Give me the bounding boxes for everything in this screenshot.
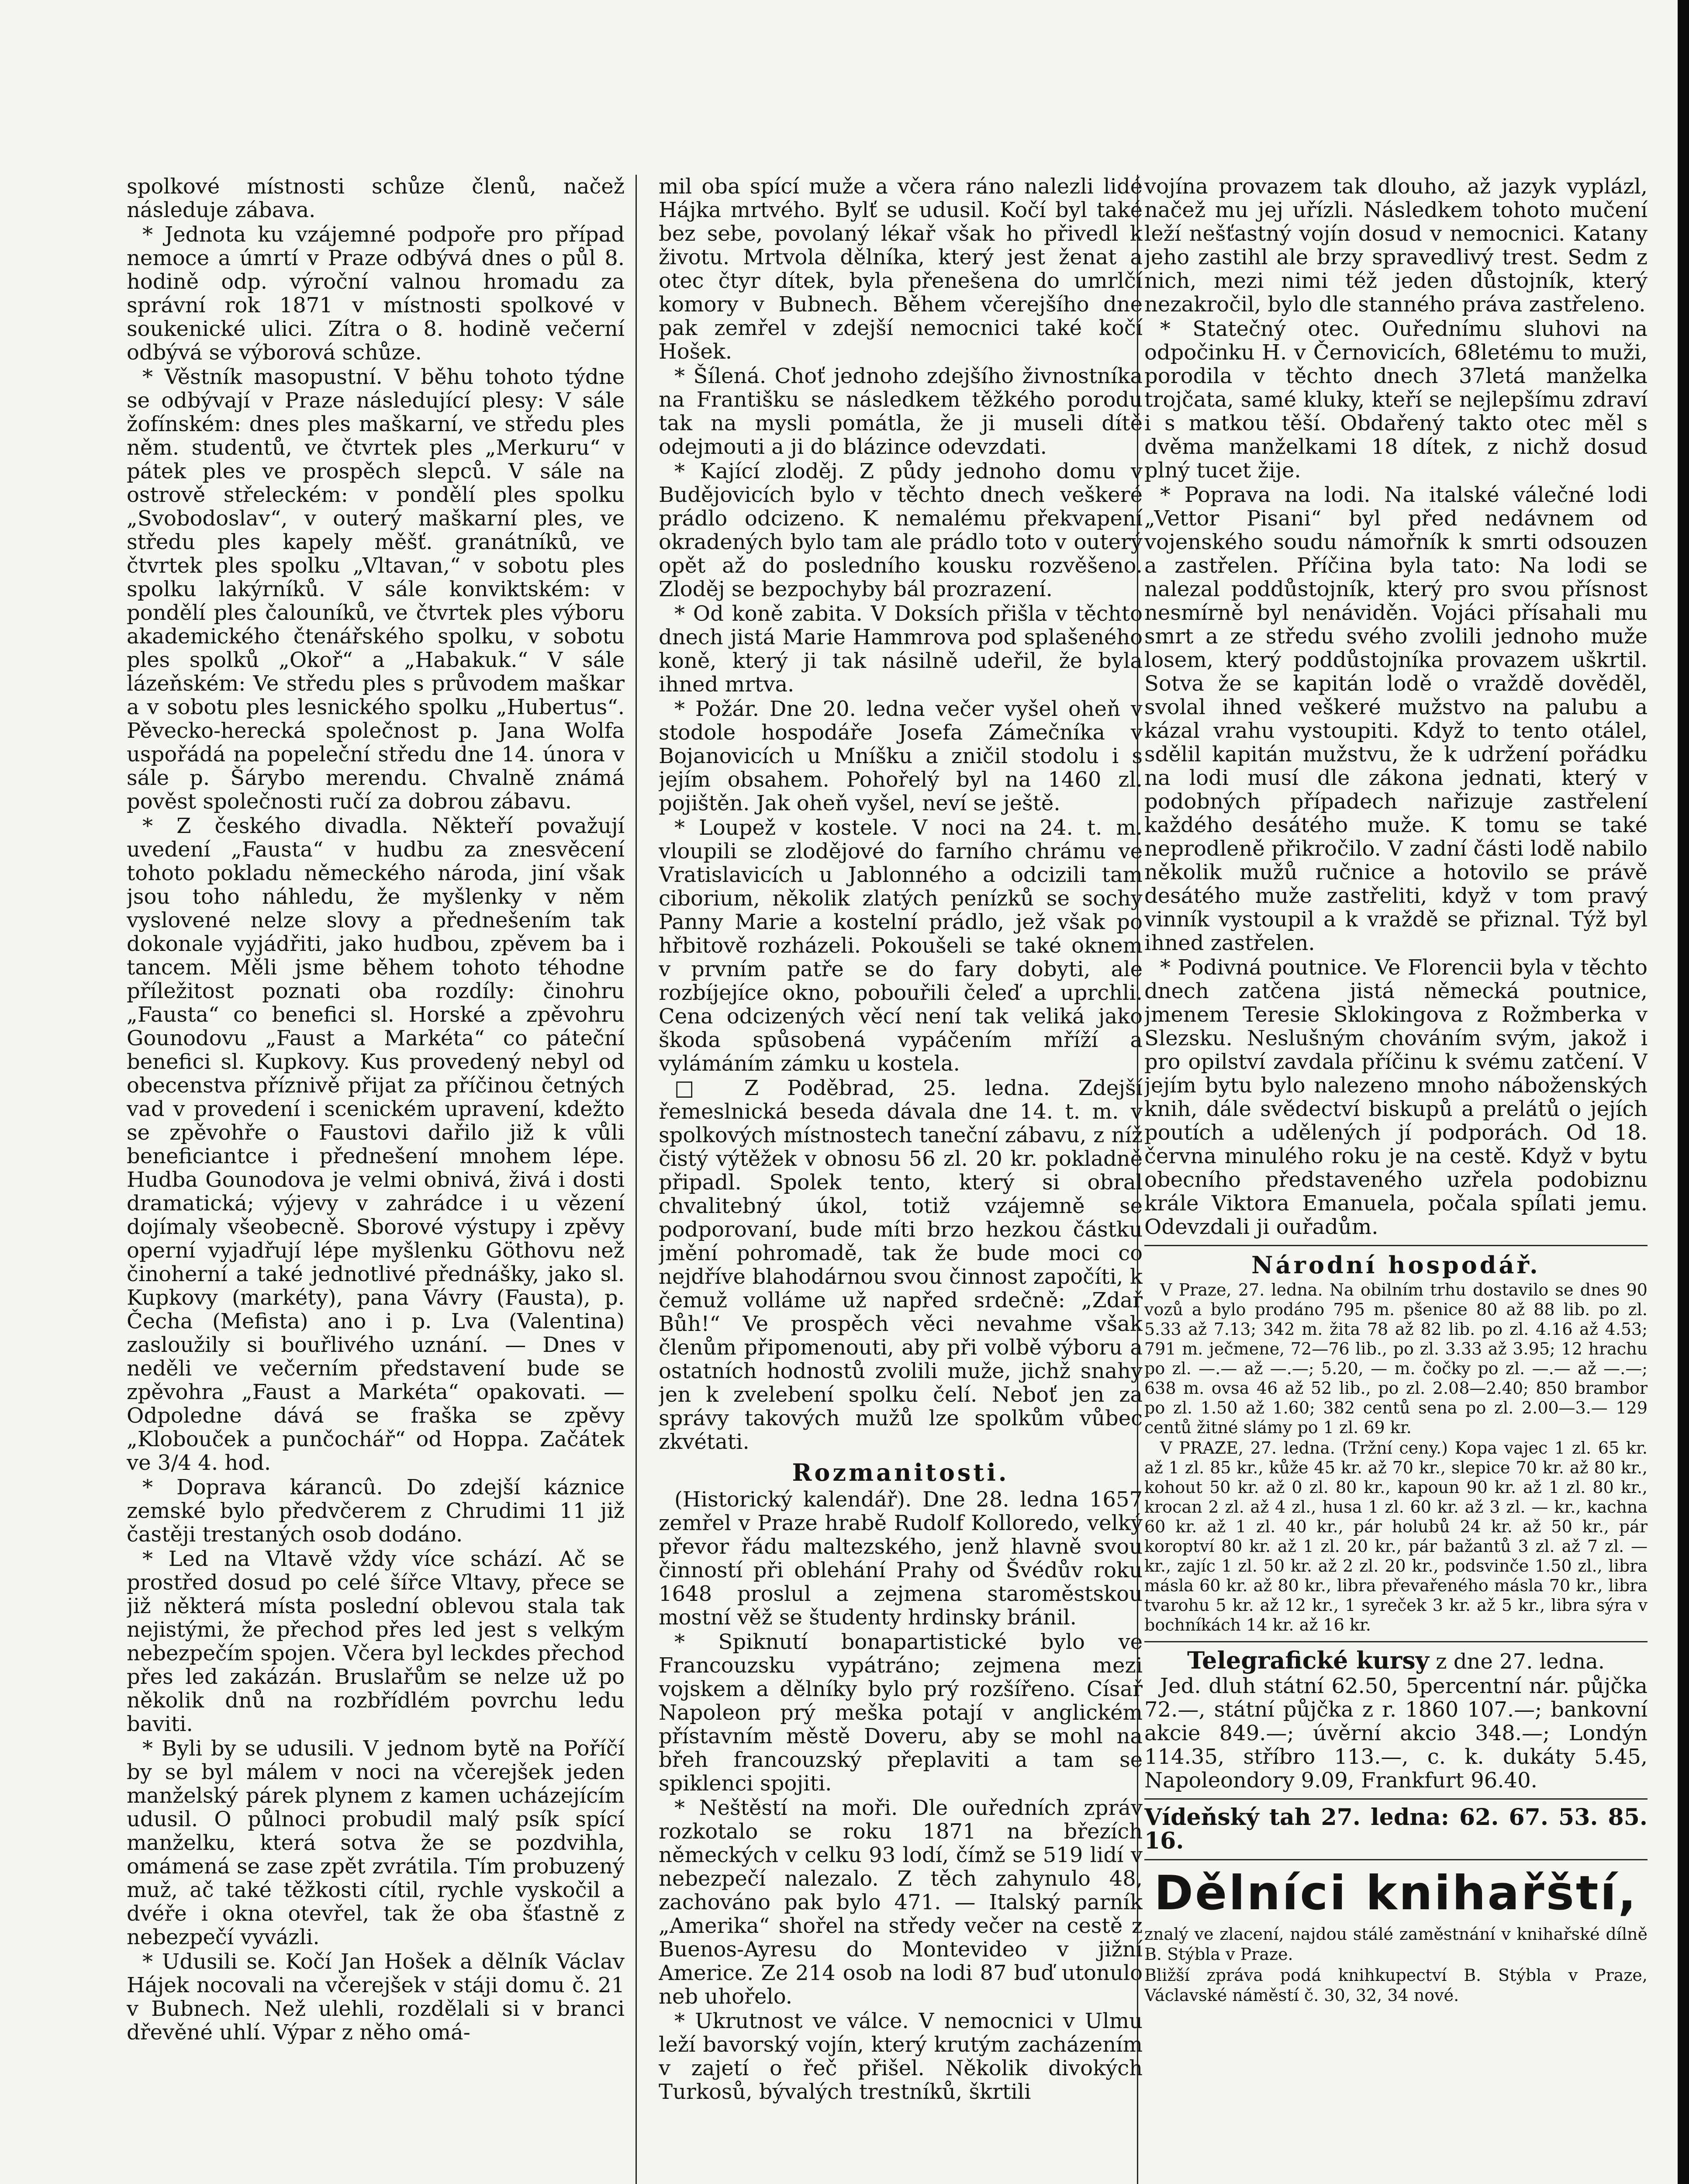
article-paragraph: mil oba spící muže a včera ráno nalezli lidé Hájka mrtvého. Bylť se udusil. Kočí byl také bez sebe, povolaný lékař však ho přivedl k životu. Mrtvola dělníka, který jest ženat a otec čtyr dítek, byla přenešena do umrlčí komory v Bubnech. Během včerejšího dne pak zemřel v zdejší nemocnici také kočí Hošek. xyxy=(659,175,1143,364)
article-paragraph: * Led na Vltavě vždy více schází. Ač se prostřed dosud po celé šířce Vltavy, přece se již některá místa poslední oblevou stala tak nejistými, že přechod přes led jest s velkým nebezpečím spojen. Včera byl leckdes přechod přes led zakázán. Bruslařům se nelze už po několik dnů na rozbřídlém povrchu ledu baviti. xyxy=(127,1547,625,1736)
advertisement-text: znalý ve zlacení, najdou stálé zaměstnání v knihařské dílně B. Stýbla v Praze. xyxy=(1144,1925,1648,1964)
telegraph-heading xyxy=(1144,1648,1648,1673)
article-paragraph: * Z českého divadla. Někteří považují uvedení „Fausta“ v hudbu za znesvěcení tohoto pokladu německého národa, jiní však jsou toho náhledu, že myšlenky v něm vyslovené nelze slovy a přednešením tak dokonale vyjádřiti, jako hudbou, zpěvem ba i tancem. Měli jsme během tohoto téhodne příležitost poznati oba rozdíly: činohru „Fausta“ co benefici sl. Horské a zpěvohru Gounodovu „Faust a Markéta“ co páteční benefici sl. Kupkovy. Kus provedený nebyl od obecenstva příznivě přijat za příčinou četných vad v provedení i scenickém upravení, kdežto se zpěvohře o Faustovi dařilo již k vůli beneficiantce i přednešení mnohem lépe. Hudba Gounodova je velmi obnivá, živá i dosti dramatická; výjevy v zahrádce i u vězení dojímaly všeobecně. Sborové výstupy i zpěvy operní vyjadřují lépe myšlenku Göthovu než činoherní a také jednotlivé přednášky, jako sl. Kupkovy (markéty), pana Vávry (Fausta), p. Čecha (Mefista) ano i p. Lva (Valentina) zasloužily si bouřlivého uznání. — Dnes v neděli ve večerním představení bude se zpěvohra „Faust a Markéta“ opakovati. — Odpoledne dává se fraška se zpěvy „Klobouček a punčochář“ od Hoppa. Začátek ve 3/4 4. hod. xyxy=(127,814,625,1475)
telegraph-title: Telegrafické kursy xyxy=(1187,1646,1430,1674)
section-divider xyxy=(1144,1798,1648,1800)
column-3 xyxy=(1144,175,1648,2184)
article-paragraph: * Věstník masopustní. V běhu tohoto týdne se odbývají v Praze následující plesy: V sále žofínském: dnes ples maškarní, ve středu ples něm. studentů, ve čtvrtek ples „Merkuru“ v pátek ples ve prospěch slepců. V sále na ostrově střeleckém: v pondělí ples spolku „Svobodoslav“, v outerý maškarní ples, ve středu ples kapely měšť. granátníků, ve čtvrtek ples spolku „Vltavan,“ v sobotu ples spolku lakýrníků. V sále konviktském: v pondělí ples čalouníků, ve čtvrtek ples výboru akademického čtenářského spolku, v sobotu ples spolků „Okoř“ a „Habakuk.“ V sále lázeňském: Ve středu ples s průvodem maškar a v sobotu ples lesnického spolku „Hubertus“. Pěvecko-herecká společnost p. Jana Wolfa uspořádá na popeleční středu dne 14. února v sále p. Šárybo merendu. Chvalně známá pověst společnosti ručí za dobrou zábavu. xyxy=(127,365,625,814)
article-paragraph: * Statečný otec. Ouřednímu sluhovi na odpočinku H. v Černovicích, 68letému to muži, porodila v těchto dnech 37letá manželka trojčata, samé kluky, kteří se nejlepšímu zdraví i s matkou těší. Obdařený takto otec měl s dvěma manželkami 18 dítek, z nichž dosud plný tucet žije. xyxy=(1144,317,1648,483)
telegraph-date: z dne 27. ledna. xyxy=(1429,1649,1605,1674)
advertisement-contact: Bližší zpráva podá knihkupectví B. Stýbla v Praze, Václavské náměstí č. 30, 32, 34 nové. xyxy=(1144,1966,1648,2005)
telegraph-rates: Jed. dluh státní 62.50, 5percentní nár. půjčka 72.—, státní půjčka z r. 1860 107.—; bankovní akcie 849.—; úvěrní akcio 348.—; Londýn 114.35, stříbro 113.—, c. k. dukáty 5.45, Napoleondory 9.09, Frankfurt 96.40. xyxy=(1144,1674,1648,1793)
column-2 xyxy=(659,175,1143,2184)
article-paragraph: * Neštěstí na moři. Dle ouředních zpráv rozkotalo se roku 1871 na březích německých v celku 93 lodí, čímž se 519 lidí v nebezpečí nalezalo. Z těch zahynulo 48, zachováno pak bylo 471. — Italský parník „Amerika“ shořel na středy večer na cestě z Buenos-Ayresu do Montevideo v jižní Americe. Ze 214 osob na lodi 87 buď utonulo neb uhořelo. xyxy=(659,1796,1143,2009)
section-heading-narodni-hospodar: Národní hospodář. xyxy=(1251,1251,1540,1279)
market-report-prices: V PRAZE, 27. ledna. (Tržní ceny.) Kopa vajec 1 zl. 65 kr. až 1 zl. 85 kr., kůže 45 kr. až 70 kr., slepice 70 kr. až 80 kr., kohout 50 kr. až 0 zl. 80 kr., kapoun 90 kr. až 1 zl. 80 kr., krocan 2 zl. až 4 zl., husa 1 zl. 60 kr. až 3 zl. — kr., kachna 60 kr. až 1 zl. 40 kr., pár holubů 24 kr. až 50 kr., pár koroptví 80 kr. až 1 zl. 20 kr., pár bažantů 3 zl. až 7 zl. — kr., zajíc 1 zl. 50 kr. až 2 zl. 20 kr., podsvinče 1.50 zl., libra másla 60 kr. až 80 kr., libra převařeného másla 70 kr., libra tvarohu 5 kr. až 12 kr., 1 syreček 3 kr. až 5 kr., libra sýra v bochníkách 14 kr. až 16 kr. xyxy=(1144,1438,1648,1635)
article-paragraph: * Od koně zabita. V Doksích přišla v těchto dnech jistá Marie Hammrova pod splašeného koně, který ji tak násilně udeřil, že byla ihned mrtva. xyxy=(659,601,1143,697)
article-paragraph: * Udusili se. Kočí Jan Hošek a dělník Václav Hájek nocovali na včerejšek v stáji domu č. 21 v Bubnech. Než ulehli, rozdělali si v branci dřevěné uhlí. Výpar z něho omá- xyxy=(127,1949,625,2045)
article-paragraph: * Šílená. Choť jednoho zdejšího živnostníka na Františku se následkem těžkého porodu tak na mysli pomátla, že ji museli dítě odejmouti a ji do blázince odevzdati. xyxy=(659,364,1143,459)
market-report-grain: V Praze, 27. ledna. Na obilním trhu dostavilo se dnes 90 vozů a bylo prodáno 795 m. pšenice 80 až 88 lib. po zl. 5.33 až 7.13; 342 m. žita 78 až 82 lib. po zl. 4.16 až 4.53; 791 m. ječmene, 72—76 lib., po zl. 3.33 až 3.95; 12 hrachu po zl. —.— až —.—; 5.20, — m. čočky po zl. —.— až —.—; 638 m. ovsa 46 až 52 lib., po zl. 2.08—2.40; 850 brambor po zl. 1.50 až 1.60; 382 centů sena po zl. 2.00—3.— 129 centů žitné slámy po 1 zl. 69 kr. xyxy=(1144,1280,1648,1437)
article-paragraph: * Byli by se udusili. V jednom bytě na Poříčí by se byl málem v noci na včerejšek jeden manželský párek plynem z kamen ucházejícím udusil. O půlnoci probudil malý psík spící manželku, která sotva že se pozdvihla, omámená se zase zpět zvrátila. Tím probuzený muž, ač také těžkosti cítil, rychle vyskočil a dvéře i okna otevřel, tak že oba šťastně z nebezpečí vyvázli. xyxy=(127,1736,625,1949)
article-paragraph: * Spiknutí bonapartistické bylo ve Francouzsku vypátráno; zejmena mezi vojskem a dělníky bylo prý rozšířeno. Císař Napoleon prý meška potají v anglickém přístavním městě Doveru, aby se mohl na břeh francouzský přeplaviti a tam se spiklenci spojiti. xyxy=(659,1630,1143,1796)
article-paragraph: * Jednota ku vzájemné podpoře pro případ nemoce a úmrtí v Praze odbývá dnes o půl 8. hodině odp. výroční valnou hromadu za správní rok 1871 v místnosti spolkové v soukenické ulici. Zítra o 8. hodině večerní odbývá se výborová schůze. xyxy=(127,222,625,365)
lottery-draw: Vídeňský tah 27. ledna: 62. 67. 53. 85. 16. xyxy=(1144,1804,1648,1854)
article-paragraph: * Ukrutnost ve válce. V nemocnici v Ulmu leží bavorský vojín, který krutým zacházením v zajetí o řeč přišel. Několik divokých Turkosů, bývalých trestníků, škrtili xyxy=(659,2009,1143,2104)
advertisement-title: Dělníci knihařští, xyxy=(1154,1866,1638,1921)
article-paragraph: (Historický kalendář). Dne 28. ledna 1657 zemřel v Praze hrabě Rudolf Kolloredo, velký převor řádu maltezského, jenž hlavně svou činností při oblehání Prahy od Švédův roku 1648 proslul a zejmena staroměstskou mostní věž se študenty hrdinsky bránil. xyxy=(659,1487,1143,1630)
column-1 xyxy=(127,175,625,2184)
article-paragraph: * Podivná poutnice. Ve Florencii byla v těchto dnech zatčena jistá německá poutnice, jmenem Teresie Sklokingova z Rožmberka v Slezsku. Neslušným chováním svým, jakož i pro opilství zavdala příčinu k svému zatčení. V jejím bytu bylo nalezeno mnoho náboženských knih, dále svědectví biskupů a prelátů o jejích poutích a udělených jí podporách. Od 18. června minulého roku je na cestě. Když v bytu obecního představeného uzřela podobiznu krále Viktora Emanuela, počala spílati jemu. Odevzdali ji ouřadům. xyxy=(1144,955,1648,1239)
scan-edge xyxy=(1678,0,1689,2184)
section-divider xyxy=(1144,1859,1648,1860)
article-paragraph: * Loupež v kostele. V noci na 24. t. m. vloupili se zlodějové do farního chrámu ve Vratislavicích u Jablonného a odcizili tam ciborium, několik zlatých penízků se sochy Panny Marie a kostelní prádlo, jež však po hřbitově rozházeli. Pokoušeli se také oknem v prvním patře se do fary dobyti, ale rozbíjejíce okno, pobouřili čeleď a uprchli. Cena odcizených věcí není tak veliká jako škoda spůsobená vypáčením mříží a vylámáním zámku u kostela. xyxy=(659,816,1143,1076)
column-rule xyxy=(636,175,637,2184)
article-paragraph: □ Z Poděbrad, 25. ledna. Zdejší řemeslnická beseda dávala dne 14. t. m. v spolkových místnostech taneční zábavu, z níž čistý výtěžek v obnosu 56 zl. 20 kr. pokladně připadl. Spolek tento, který si obral chvalitebný úkol, totiž vzájemně se podporovaní, bude míti brzo hezkou částku jmění pohromadě, tak že bude moci co nejdříve blahodárnou svou činnost započíti, k čemuž volláme už napřed srdečně: „Zdař Bůh!“ Ve prospěch věci nevahme však členům připomenouti, aby při volbě výboru a ostatních hodnostů zvolili muže, jichž snahy jen k zvelebení spolku čelí. Neboť jen za správy takových mužů lze spolkům vůbec zkvétati. xyxy=(659,1076,1143,1454)
article-paragraph: spolkové místnosti schůze členů, načež následuje zábava. xyxy=(127,175,625,222)
article-paragraph: * Doprava kárancû. Do zdejší káznice zemské bylo předvčerem z Chrudimi 11 již častěji trestaných osob dodáno. xyxy=(127,1475,625,1547)
section-divider xyxy=(1144,1245,1648,1246)
section-divider xyxy=(1144,1641,1648,1642)
article-paragraph: * Kající zloděj. Z půdy jednoho domu v Budějovicích bylo v těchto dnech veškeré prádlo odcizeno. K nemalému překvapení okradených bylo tam ale prádlo toto v outerý opět až do posledního kousku rozvěšeno. Zloděj se bezpochyby bál prozrazení. xyxy=(659,459,1143,601)
article-paragraph: * Požár. Dne 20. ledna večer vyšel oheň v stodole hospodáře Josefa Zámečníka v Bojanovicích u Mníšku a zničil stodolu i s jejím obsahem. Pohořelý byl na 1460 zl. pojištěn. Jak oheň vyšel, neví se ještě. xyxy=(659,697,1143,816)
section-heading-rozmanitosti: Rozmanitosti. xyxy=(792,1458,1009,1486)
article-paragraph: * Poprava na lodi. Na italské válečné lodi „Vettor Pisani“ byl před nedávnem od vojenského soudu námořník k smrti odsouzen a zastřelen. Příčina byla tato: Na lodi se nalezal poddůstojník, který pro svou přísnost nesmírně byl nenáviděn. Vojáci přísahali mu smrt a ze středu svého zvolili jednoho muže losem, který poddůstojníka provazem uškrtil. Sotva že se kapitán lodě o vraždě dověděl, svolal ihned veškeré mužstvo na palubu a kázal vrahu vystoupiti. Když to tento otálel, sdělil kapitán mužstvu, že k udržení pořádku na lodi musí dle zákona jednati, který v podobných případech nařizuje zastřelení každého desátého muže. K tomu se také neprodleně přikročilo. V zadní části lodě nabilo několik mužů ručnice a hotovilo se právě desátého muže zastřeliti, když v tom pravý vinník vystoupil a k vraždě se přiznal. Týž byl ihned zastřelen. xyxy=(1144,483,1648,955)
article-paragraph: vojína provazem tak dlouho, až jazyk vyplázl, načež mu jej uřízli. Následkem tohoto mučení leží nešťastný vojín dosud v nemocnici. Katany jeho zastihl ale brzy spravedlivý trest. Sedm z nich, mezi nimi též jeden důstojník, který nezakročil, bylo dle stanného práva zastřeleno. xyxy=(1144,175,1648,317)
